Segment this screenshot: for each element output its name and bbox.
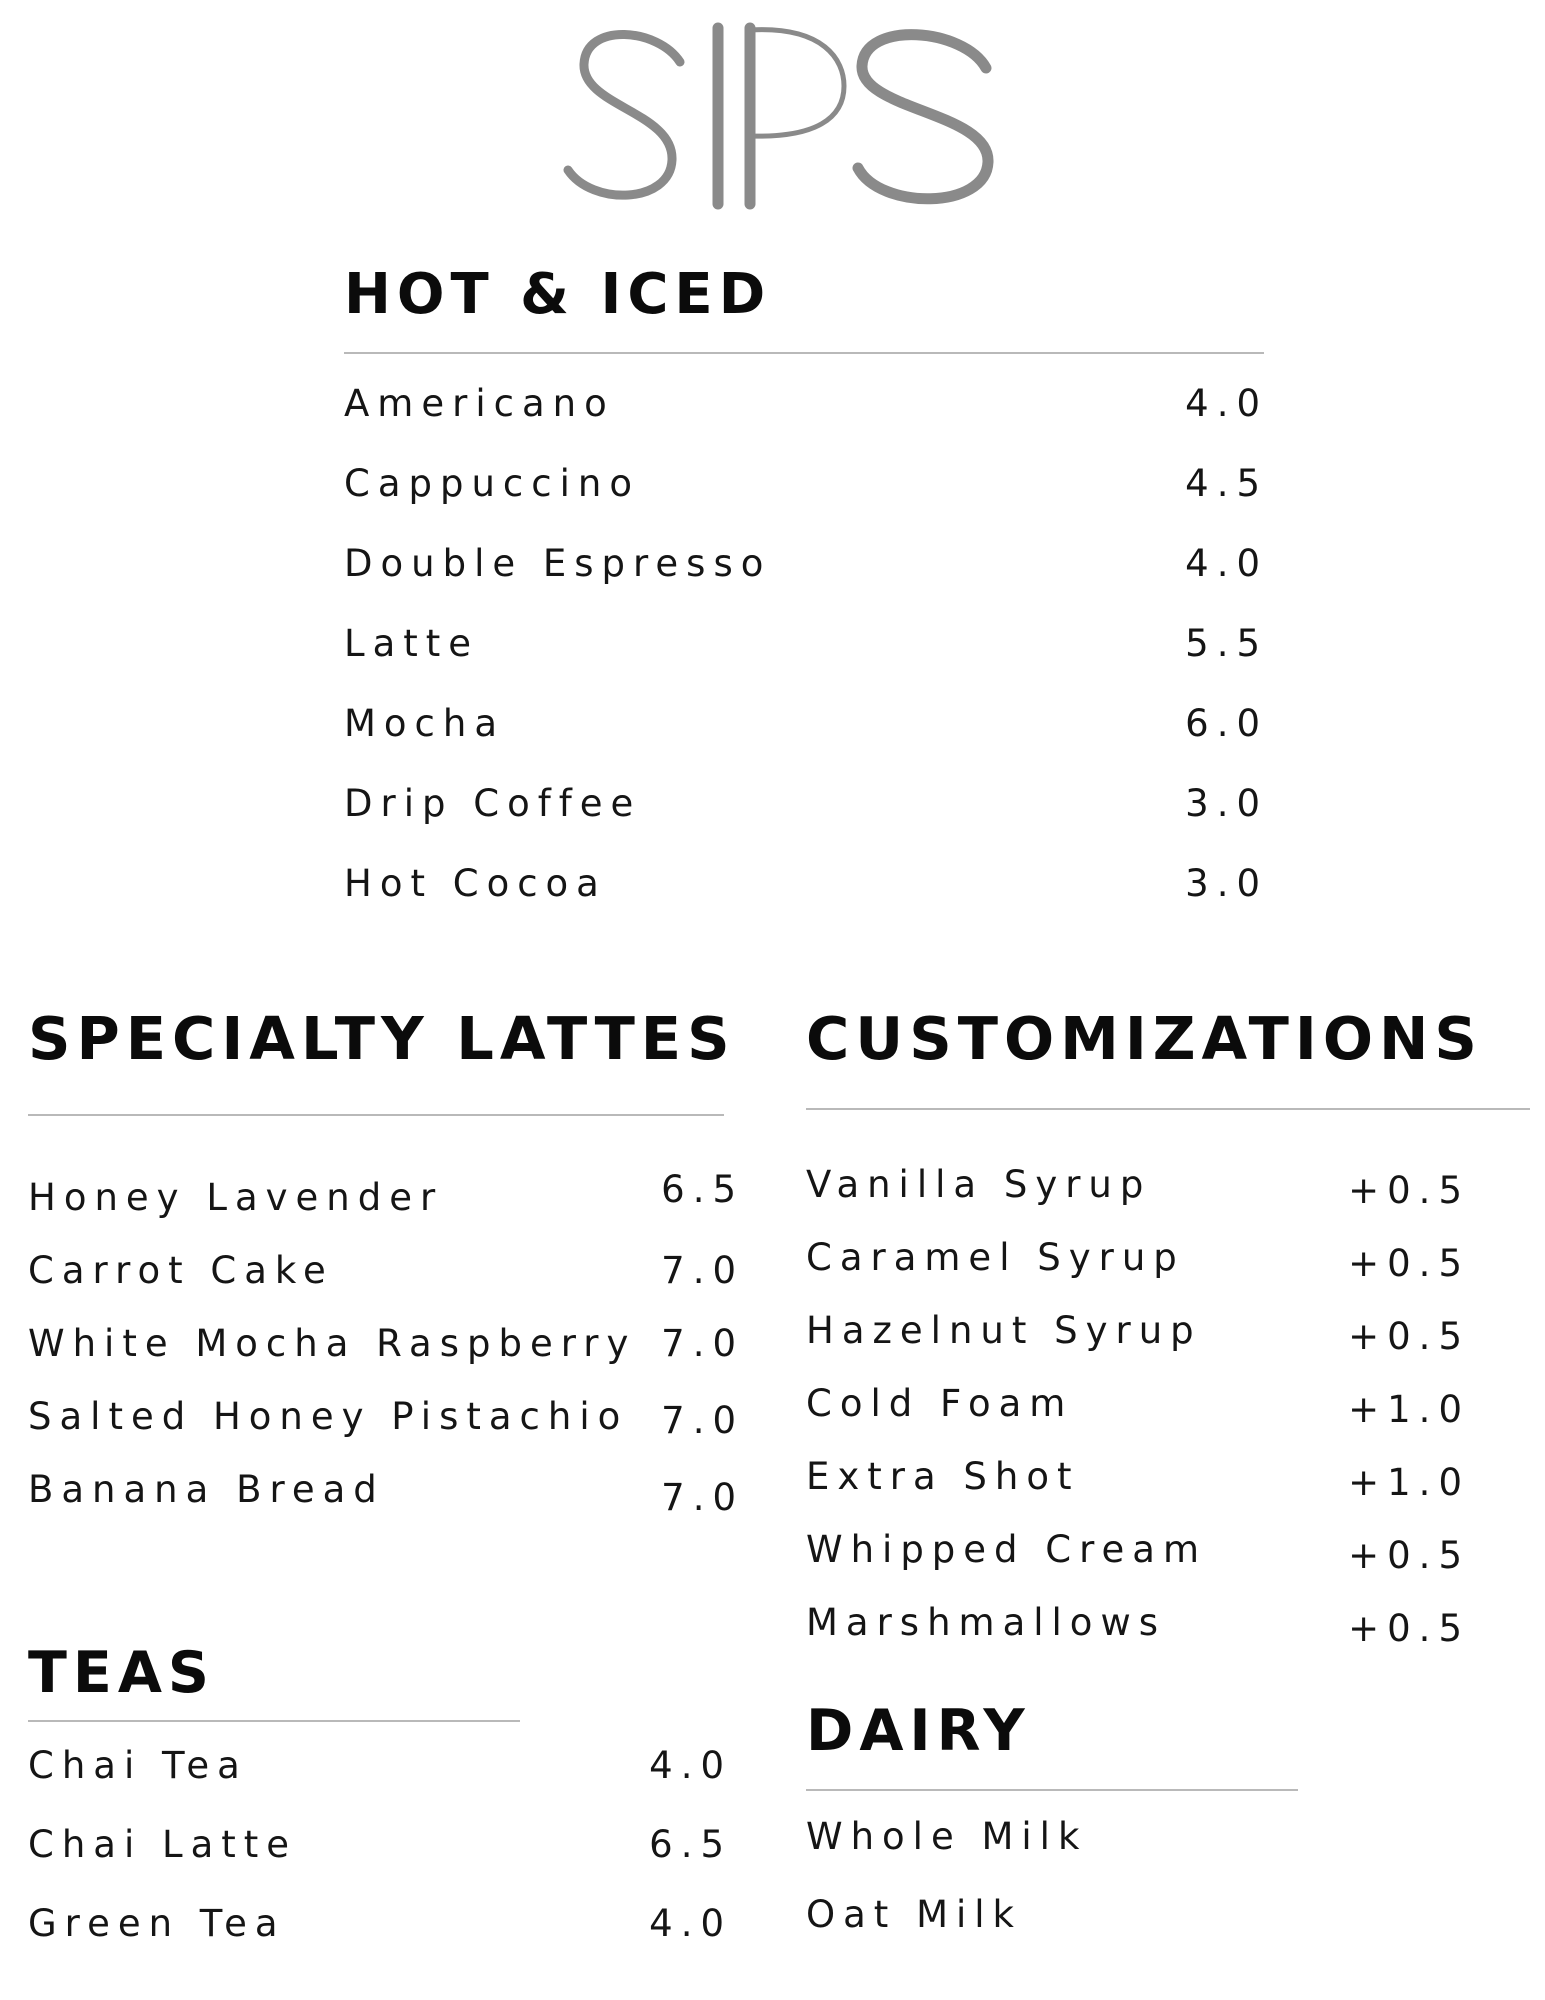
item-price: +1.0 [1348,1388,1470,1431]
item-name: Caramel Syrup [806,1236,1185,1279]
item-name: Cappuccino [344,462,640,505]
menu-item [28,1465,744,1519]
menu-item [344,459,1268,509]
item-price: +0.5 [1348,1534,1470,1577]
menu-item [344,619,1268,669]
item-price: +0.5 [1348,1169,1470,1212]
item-name: Vanilla Syrup [806,1163,1152,1206]
section-title-hot-iced: HOT & ICED [344,262,772,327]
menu-list-dairy [806,1812,1306,1962]
item-name: Whipped Cream [806,1528,1208,1571]
menu-item [28,1899,732,1949]
item-price: +0.5 [1348,1315,1470,1358]
menu-list-hot-iced [344,379,1268,919]
item-price: 6.5 [649,1823,732,1866]
item-name: Chai Tea [28,1744,248,1787]
item-name: Honey Lavender [28,1176,444,1219]
menu-item [806,1812,1306,1862]
item-name: Cold Foam [806,1382,1074,1425]
menu-item [28,1741,732,1791]
section-divider [806,1789,1298,1791]
item-name: Latte [344,622,480,665]
item-name: Marshmallows [806,1601,1166,1644]
sips-logo [562,20,1002,210]
menu-item [344,379,1268,429]
item-name: Carrot Cake [28,1249,334,1292]
item-price: 6.0 [1185,702,1268,745]
item-price: +0.5 [1348,1607,1470,1650]
section-divider [806,1108,1530,1110]
section-divider [344,352,1264,354]
item-price: 7.0 [661,1249,744,1292]
item-name: Chai Latte [28,1823,298,1866]
item-price: 4.0 [649,1902,732,1945]
section-title-dairy: DAIRY [806,1698,1031,1764]
item-name: Mocha [344,702,506,745]
menu-item [28,1246,744,1296]
section-title-specialty-lattes: SPECIALTY LATTES [28,1004,736,1073]
item-name: Salted Honey Pistachio [28,1395,629,1438]
item-price: +1.0 [1348,1461,1470,1504]
menu-list-specialty-lattes [28,1168,744,1519]
menu-item [344,779,1268,829]
menu-item [806,1379,1470,1429]
item-price: 4.0 [649,1744,732,1787]
item-price: 4.0 [1185,382,1268,425]
menu-list-teas [28,1741,732,1981]
section-title-teas: TEAS [28,1640,215,1706]
item-price: 7.0 [661,1476,744,1519]
menu-item [806,1452,1470,1502]
item-price: 4.0 [1185,542,1268,585]
menu-item [28,1820,732,1870]
menu-item [806,1233,1470,1283]
item-price: +0.5 [1348,1242,1470,1285]
item-price: 3.0 [1185,862,1268,905]
item-price: 7.0 [661,1322,744,1365]
item-name: Oat Milk [806,1893,1022,1936]
menu-item [28,1392,744,1442]
item-name: Green Tea [28,1902,286,1945]
menu-item [344,539,1268,589]
menu-item [806,1525,1470,1575]
item-name: Hazelnut Syrup [806,1309,1202,1352]
item-price: 7.0 [661,1399,744,1442]
menu-list-customizations [806,1160,1470,1660]
menu-item [806,1598,1470,1648]
item-name: Extra Shot [806,1455,1080,1498]
section-divider [28,1720,520,1722]
item-name: White Mocha Raspberry [28,1322,637,1365]
item-name: Americano [344,382,615,425]
item-name: Double Espresso [344,542,772,585]
menu-item [806,1306,1470,1356]
item-name: Banana Bread [28,1468,385,1511]
item-price: 3.0 [1185,782,1268,825]
item-price: 4.5 [1185,462,1268,505]
menu-item [806,1890,1306,1940]
item-price: 5.5 [1185,622,1268,665]
sips-logo-mark [562,20,1002,210]
menu-item [344,859,1268,909]
section-title-customizations: CUSTOMIZATIONS [806,1004,1483,1073]
menu-item [806,1160,1470,1210]
section-divider [28,1114,724,1116]
item-name: Hot Cocoa [344,862,607,905]
item-name: Drip Coffee [344,782,642,825]
menu-item [28,1168,744,1223]
item-price: 6.5 [661,1168,744,1211]
item-name: Whole Milk [806,1815,1088,1858]
menu-item [344,699,1268,749]
menu-item [28,1319,744,1369]
